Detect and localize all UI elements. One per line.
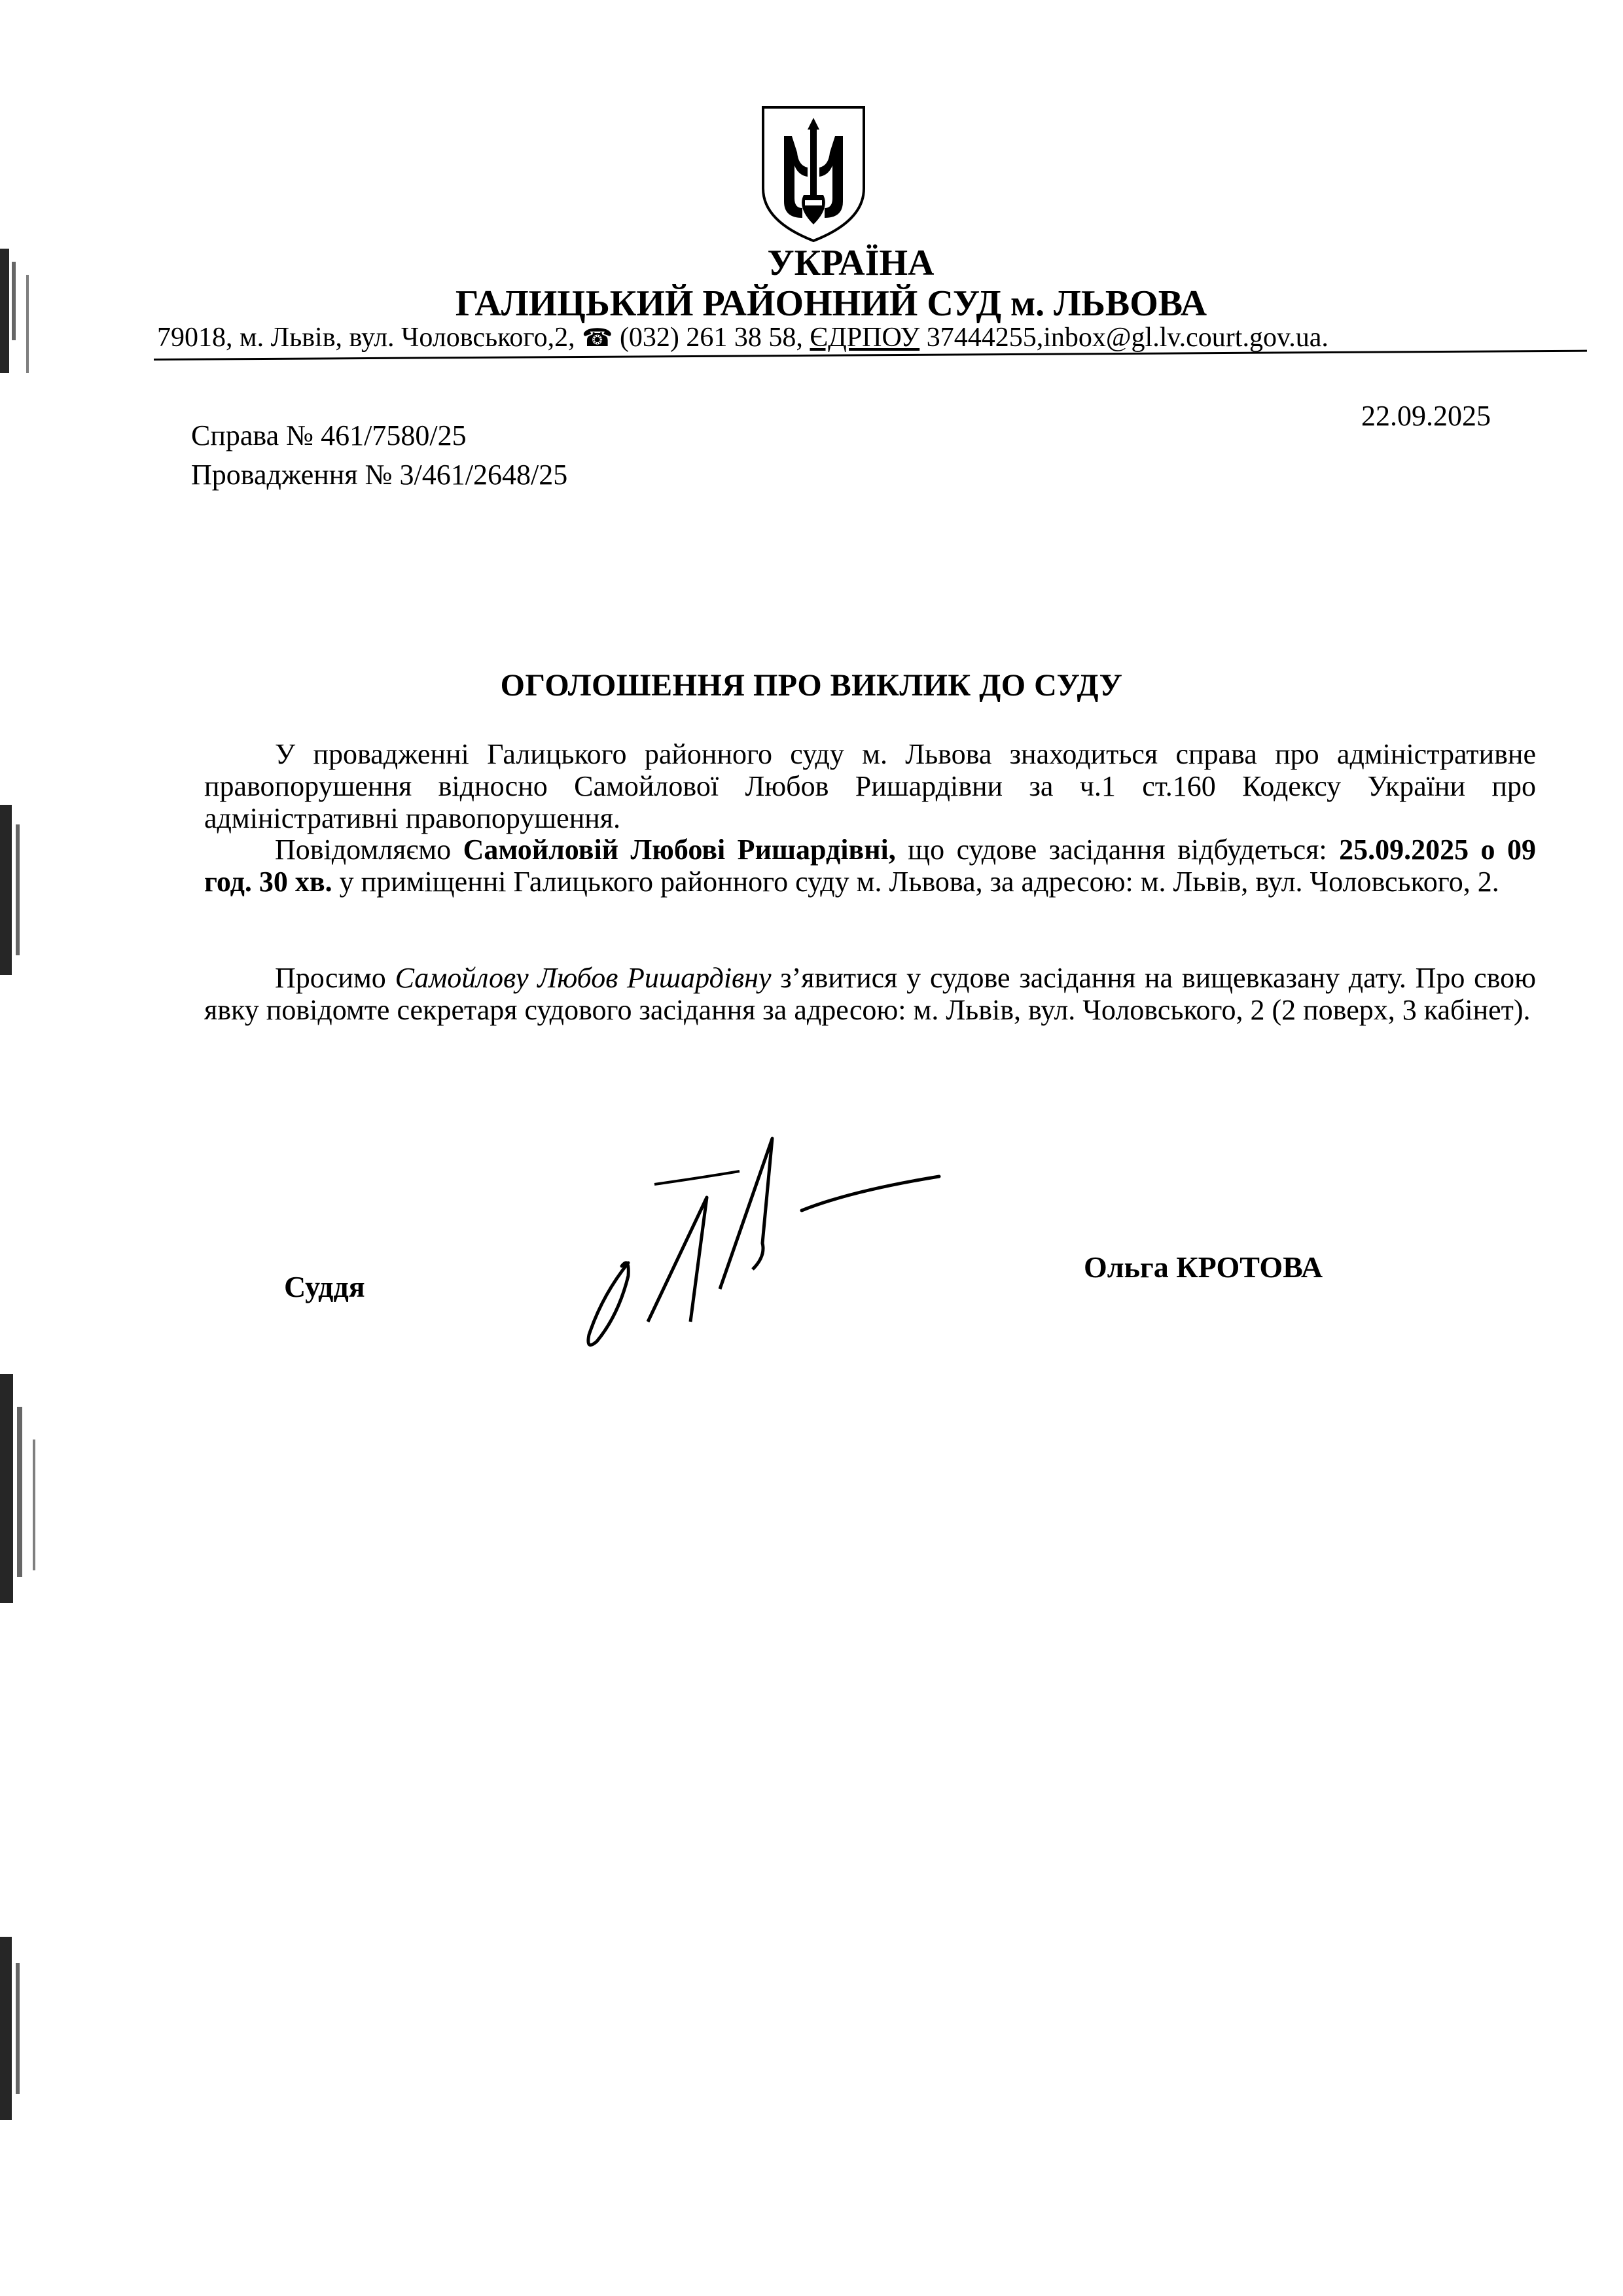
p2-datetime: 25.09.2025 о 09 год. 30 хв. <box>204 834 1537 898</box>
paragraph-case-info: У провадженні Галицького районного суду м. Львова знаходиться справа про адміністративне правопорушення відносно Самойлової Любов Ришардівни за ч.1 ст.160 Кодексу України про адміністративні правопорушення. <box>204 738 1536 834</box>
phone-number: (032) 261 38 58, <box>619 323 803 353</box>
scan-artifact <box>0 805 12 975</box>
case-number: Справа № 461/7580/25 <box>191 419 467 451</box>
proceeding-number: Провадження № 3/461/2648/25 <box>191 459 568 491</box>
p2-suffix: у приміщенні Галицького районного суду м. Львова, за адресою: м. Львів, вул. Чоловського, 2. <box>332 866 1499 898</box>
scan-artifact <box>16 824 20 955</box>
scan-artifact <box>0 1374 13 1603</box>
p3-suffix: з’явитися у судове засідання на вищевказану дату. Про свою явку повідомте секретаря судового засідання за адресою: м. Львів, вул. Чоловського, 2 (2 поверх, 3 кабінет). <box>204 962 1536 1026</box>
paragraph-hearing-notice <box>204 834 1536 898</box>
scan-artifact <box>16 1963 20 2094</box>
coat-of-arms-icon <box>758 103 869 244</box>
p3-prefix: Просимо <box>275 962 395 994</box>
scan-artifact <box>12 262 16 340</box>
scan-artifact <box>33 1439 35 1570</box>
p2-mid: що судове засідання відбудеться: <box>895 834 1340 866</box>
court-heading: ГАЛИЦЬКИЙ РАЙОННИЙ СУД м. ЛЬВОВА <box>455 283 1207 324</box>
scan-artifact <box>0 1937 12 2120</box>
p2-prefix: Повідомляємо <box>275 834 463 866</box>
judge-role-label: Суддя <box>284 1270 365 1303</box>
handwritten-signature <box>556 1125 962 1361</box>
paragraph-request <box>204 962 1536 1026</box>
scan-artifact <box>0 249 9 373</box>
p2-name: Самойловій Любові Ришардівні, <box>463 834 896 866</box>
edrpou-label: ЄДРПОУ <box>810 323 920 353</box>
document-title: ОГОЛОШЕННЯ ПРО ВИКЛИК ДО СУДУ <box>500 668 1123 703</box>
document-date: 22.09.2025 <box>1361 400 1491 432</box>
judge-name: Ольга КРОТОВА <box>1084 1250 1323 1284</box>
address-text: 79018, м. Львів, вул. Чоловського,2, <box>157 323 575 353</box>
scan-artifact <box>17 1407 22 1577</box>
edrpou-email: 37444255,inbox@gl.lv.court.gov.ua. <box>919 323 1329 353</box>
country-heading: УКРАЇНА <box>767 243 935 283</box>
court-address-line <box>157 322 1584 353</box>
p3-name: Самойлову Любов Ришардівну <box>395 962 772 994</box>
telephone-icon: ☎ <box>582 325 613 352</box>
